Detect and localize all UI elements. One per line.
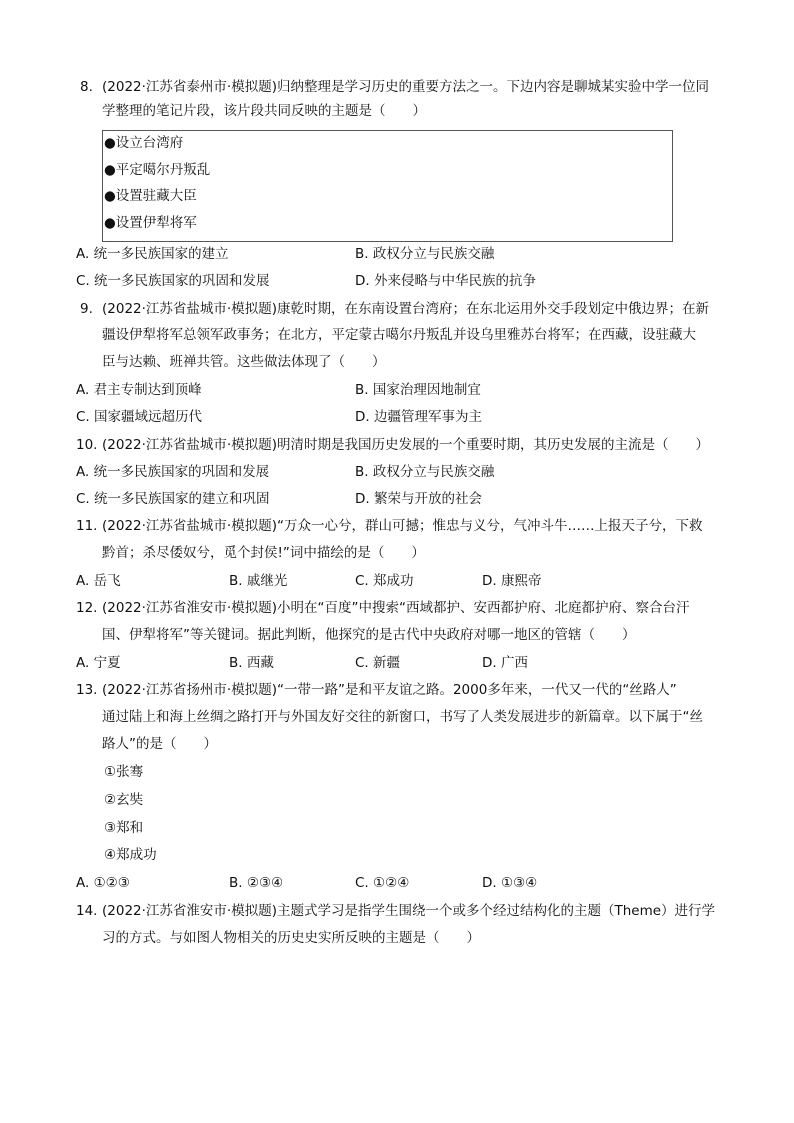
question-13-item: ①张骞 xyxy=(104,764,144,780)
question-10-option-d[interactable]: D. 繁荣与开放的社会 xyxy=(355,491,482,507)
question-10-text-line-1: (2022·江苏省盐城市·模拟题)明清时期是我国历史发展的一个重要时期，其历史发展的主流是（ ） xyxy=(102,437,709,453)
question-9-text-line-3: 臣与达赖、班禅共管。这些做法体现了（ ） xyxy=(102,354,386,370)
question-13-text-line-3: 路人”的是（ ） xyxy=(102,736,217,752)
question-12-number: 12. xyxy=(76,600,98,616)
question-12-option-a[interactable]: A. 宁夏 xyxy=(76,655,121,671)
question-13-option-a[interactable]: A. ①②③ xyxy=(76,875,130,891)
question-10-option-a[interactable]: A. 统一多民族国家的巩固和发展 xyxy=(76,464,270,480)
question-13-option-d[interactable]: D. ①③④ xyxy=(482,875,538,891)
question-13-option-c[interactable]: C. ①②④ xyxy=(355,875,410,891)
notes-item: ●设立台湾府 xyxy=(104,135,184,151)
question-10-option-b[interactable]: B. 政权分立与民族交融 xyxy=(355,464,495,480)
question-11-number: 11. xyxy=(76,518,98,534)
question-8-text-line-1: (2022·江苏省泰州市·模拟题)归纳整理是学习历史的重要方法之一。下边内容是聊城某实验中学一位同 xyxy=(102,79,709,95)
question-14-text-line-1: (2022·江苏省淮安市·模拟题)主题式学习是指学生围绕一个或多个经过结构化的主题（Theme）进行学 xyxy=(102,903,716,919)
question-8-option-c[interactable]: C. 统一多民族国家的巩固和发展 xyxy=(76,273,270,289)
question-11-text-line-1: (2022·江苏省盐城市·模拟题)“万众一心兮，群山可撼；惟忠与义兮，气冲斗牛……上报天子兮，下救 xyxy=(102,518,703,534)
question-11-text-line-2: 黔首；杀尽倭奴兮，觅个封侯!”词中描绘的是（ ） xyxy=(102,545,425,561)
question-14-number: 14. xyxy=(76,903,98,919)
question-13-item: ②玄奘 xyxy=(104,792,144,808)
question-10-option-c[interactable]: C. 统一多民族国家的建立和巩固 xyxy=(76,491,270,507)
question-11-option-b[interactable]: B. 戚继光 xyxy=(229,573,288,589)
question-8-option-a[interactable]: A. 统一多民族国家的建立 xyxy=(76,246,229,262)
question-11-option-d[interactable]: D. 康熙帝 xyxy=(482,573,542,589)
question-8-number: 8. xyxy=(80,79,93,95)
notes-item: ●设置伊犁将军 xyxy=(104,215,197,231)
question-13-option-b[interactable]: B. ②③④ xyxy=(229,875,284,891)
notes-item: ●平定噶尔丹叛乱 xyxy=(104,162,211,178)
question-11-option-a[interactable]: A. 岳飞 xyxy=(76,573,121,589)
question-12-text-line-1: (2022·江苏省淮安市·模拟题)小明在“百度”中搜索“西域都护、安西都护府、北庭都护府、察合台汗 xyxy=(102,600,690,616)
question-9-option-c[interactable]: C. 国家疆域远超历代 xyxy=(76,409,203,425)
question-9-text-line-1: (2022·江苏省盐城市·模拟题)康乾时期，在东南设置台湾府；在东北运用外交手段划定中俄边界；在新 xyxy=(102,301,709,317)
question-8-text-line-2: 学整理的笔记片段，该片段共同反映的主题是（ ） xyxy=(102,103,426,119)
question-14-text-line-2: 习的方式。与如图人物相关的历史史实所反映的主题是（ ） xyxy=(102,930,480,946)
notes-item: ●设置驻藏大臣 xyxy=(104,188,197,204)
question-9-text-line-2: 疆设伊犁将军总领军政事务；在北方，平定蒙古噶尔丹叛乱并设乌里雅苏台将军；在西藏，设驻藏大 xyxy=(102,327,696,343)
question-8-option-b[interactable]: B. 政权分立与民族交融 xyxy=(355,246,495,262)
question-13-item: ④郑成功 xyxy=(104,847,157,863)
question-13-text-line-2: 通过陆上和海上丝绸之路打开与外国友好交往的新窗口，书写了人类发展进步的新篇章。以下属于“丝 xyxy=(102,709,703,725)
question-11-option-c[interactable]: C. 郑成功 xyxy=(355,573,414,589)
question-13-text-line-1: (2022·江苏省扬州市·模拟题)“一带一路”是和平友谊之路。2000多年来，一代又一代的“丝路人” xyxy=(102,682,677,698)
question-12-option-d[interactable]: D. 广西 xyxy=(482,655,528,671)
question-9-option-a[interactable]: A. 君主专制达到顶峰 xyxy=(76,382,202,398)
question-12-option-c[interactable]: C. 新疆 xyxy=(355,655,401,671)
question-9-number: 9. xyxy=(80,301,93,317)
question-13-number: 13. xyxy=(76,682,98,698)
question-9-option-b[interactable]: B. 国家治理因地制宜 xyxy=(355,382,481,398)
question-12-text-line-2: 国、伊犁将军”等关键词。据此判断，他探究的是古代中央政府对哪一地区的管辖（ ） xyxy=(102,627,636,643)
question-10-number: 10. xyxy=(76,437,98,453)
question-8-option-d[interactable]: D. 外来侵略与中华民族的抗争 xyxy=(355,273,536,289)
question-12-option-b[interactable]: B. 西藏 xyxy=(229,655,274,671)
question-9-option-d[interactable]: D. 边疆管理军事为主 xyxy=(355,409,482,425)
question-13-item: ③郑和 xyxy=(104,820,144,836)
